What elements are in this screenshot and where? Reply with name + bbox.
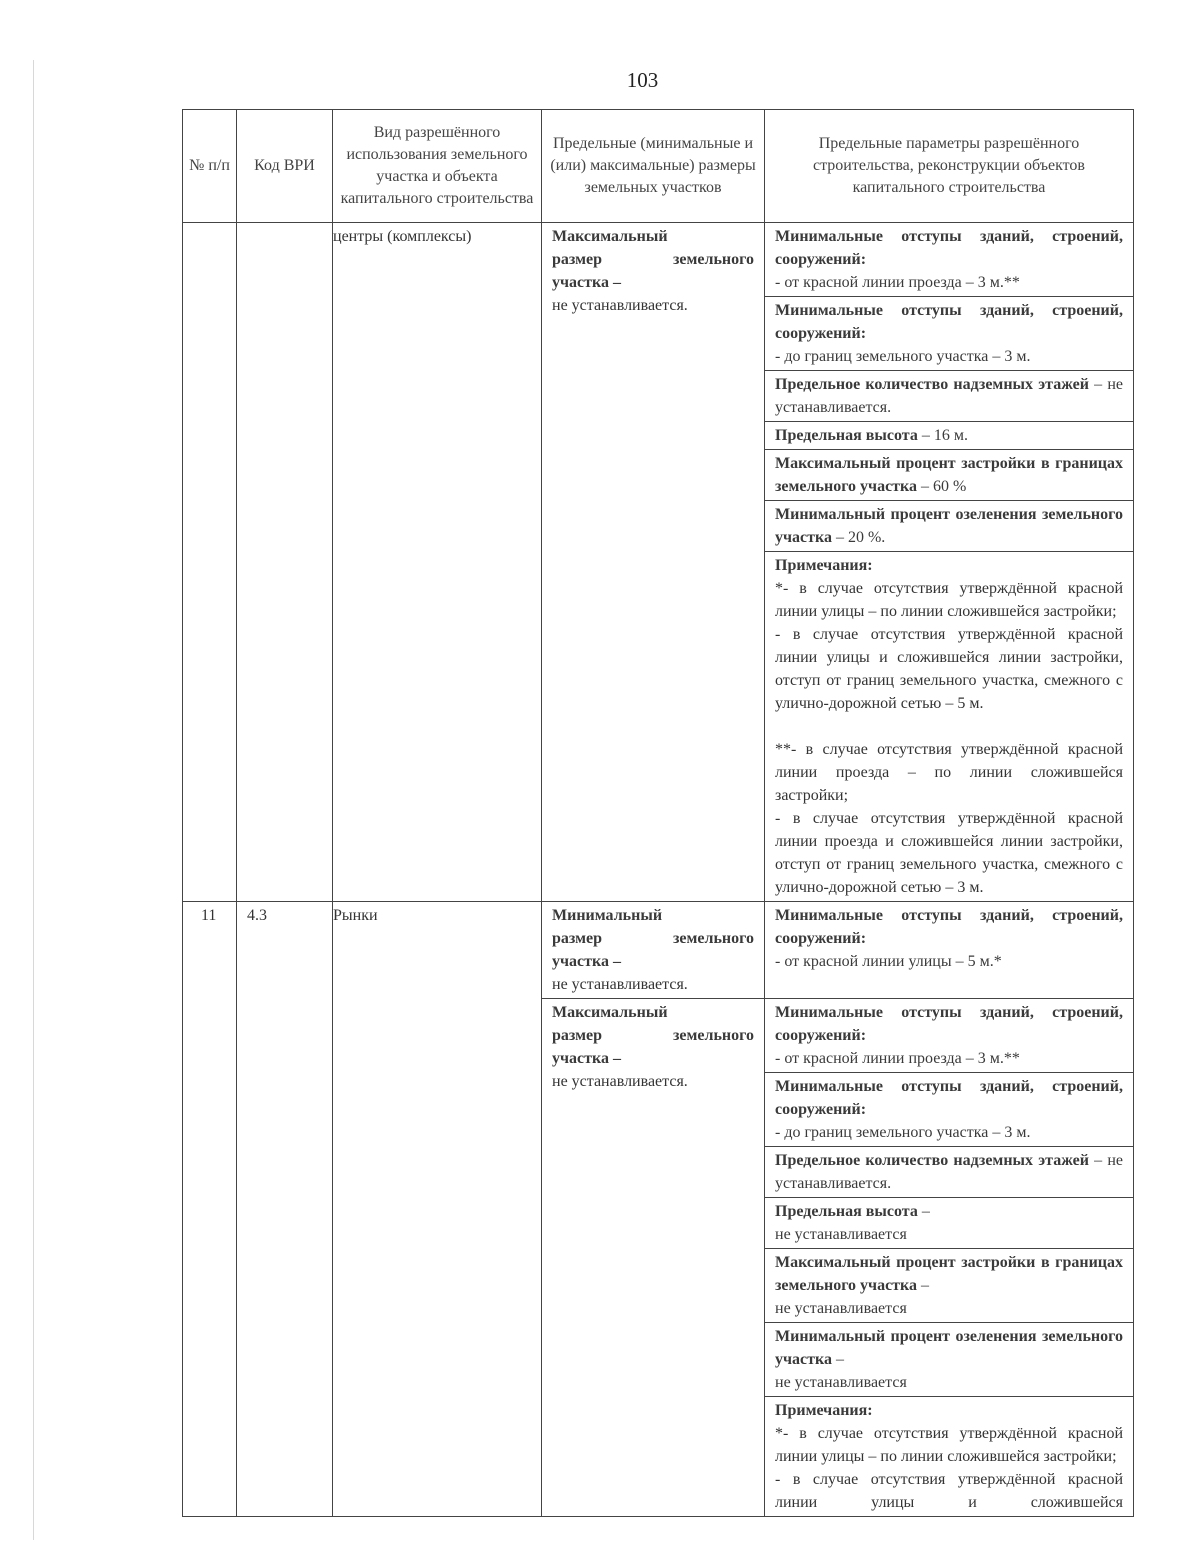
land-use-table bbox=[182, 109, 1134, 1517]
cell-params bbox=[765, 223, 1134, 902]
header-vri: Вид разрешённого использования земельного участка и объекта капитального строительства bbox=[333, 110, 542, 223]
page-margin-line bbox=[33, 60, 34, 1540]
param-item bbox=[765, 500, 1133, 551]
size-max-block bbox=[542, 999, 764, 1095]
cell-code bbox=[237, 223, 333, 902]
param-value: – bbox=[917, 1277, 930, 1294]
param-value: - до границ земельного участка – 3 м. bbox=[775, 1124, 1031, 1141]
cell-vri bbox=[333, 223, 542, 902]
note-line: *- в случае отсутствия утверждённой красной линии улицы – по линии сложившейся застройки; bbox=[775, 580, 1123, 620]
size-title: участка – bbox=[552, 274, 621, 291]
param-title: Минимальный процент озеленения земельного участка bbox=[775, 506, 1123, 546]
param-value: не устанавливается bbox=[775, 1300, 907, 1317]
param-value: – 60 % bbox=[917, 478, 967, 495]
vri-text: центры (комплексы) bbox=[333, 228, 472, 245]
param-value: не устанавливается bbox=[775, 1226, 907, 1243]
param-item bbox=[765, 1072, 1133, 1146]
size-value: не устанавливается. bbox=[552, 976, 688, 993]
param-value: - до границ земельного участка – 3 м. bbox=[775, 348, 1031, 365]
param-title: Минимальные отступы зданий, строений, сооружений: bbox=[775, 907, 1123, 947]
size-title: размер земельного bbox=[552, 251, 754, 268]
param-item bbox=[765, 1146, 1133, 1197]
param-value: – не устанавливается. bbox=[775, 376, 1123, 416]
cell-num bbox=[183, 902, 237, 1517]
size-title: размер земельного bbox=[552, 1027, 754, 1044]
row-number: 11 bbox=[201, 907, 217, 924]
header-params: Предельные параметры разрешённого строительства, реконструкции объектов капитального строительства bbox=[765, 110, 1134, 223]
size-max-block bbox=[542, 223, 764, 319]
cell-params bbox=[765, 999, 1134, 1517]
page-number: 103 bbox=[626, 68, 659, 92]
note-line: - в случае отсутствия утверждённой красной линии улицы и сложившейся bbox=[775, 1471, 1123, 1511]
header-size: Предельные (минимальные и (или) максимальные) размеры земельных участков bbox=[542, 110, 765, 223]
param-title: Максимальный процент застройки в границах земельного участка bbox=[775, 455, 1123, 495]
notes-title: Примечания: bbox=[775, 1402, 873, 1419]
param-item bbox=[765, 421, 1133, 449]
param-value: - от красной линии проезда – 3 м.** bbox=[775, 274, 1020, 291]
size-title: Максимальный bbox=[552, 1004, 668, 1021]
param-value: – bbox=[917, 1203, 930, 1220]
param-value: – 20 %. bbox=[831, 529, 886, 546]
params-list bbox=[765, 223, 1133, 551]
table-row-11 bbox=[183, 902, 1134, 999]
param-item bbox=[765, 1322, 1133, 1396]
param-title: Предельное количество надземных этажей bbox=[775, 376, 1089, 393]
param-title: Предельная высота bbox=[775, 1203, 918, 1220]
param-value: - от красной линии улицы – 5 м.* bbox=[775, 953, 1002, 970]
size-title: Минимальный bbox=[552, 907, 663, 924]
header-code: Код ВРИ bbox=[237, 110, 333, 223]
notes-block bbox=[765, 551, 1133, 901]
vri-text: Рынки bbox=[333, 907, 378, 924]
size-title: Максимальный bbox=[552, 228, 668, 245]
table-header-row bbox=[183, 110, 1134, 223]
header-num: № п/п bbox=[183, 110, 237, 223]
params-list bbox=[765, 999, 1133, 1396]
cell-size-min bbox=[542, 902, 765, 999]
param-title: Предельная высота bbox=[775, 427, 918, 444]
notes-block bbox=[765, 1396, 1133, 1516]
param-item bbox=[765, 1248, 1133, 1322]
cell-vri bbox=[333, 902, 542, 1517]
param-title: Предельное количество надземных этажей bbox=[775, 1152, 1089, 1169]
param-item bbox=[765, 370, 1133, 421]
param-title: Минимальные отступы зданий, строений, сооружений: bbox=[775, 228, 1123, 268]
param-item bbox=[765, 1197, 1133, 1248]
cell-params-top bbox=[765, 902, 1134, 999]
param-value: – 16 м. bbox=[917, 427, 968, 444]
note-line: **- в случае отсутствия утверждённой красной линии проезда – по линии сложившейся застройки; bbox=[775, 741, 1123, 804]
param-item bbox=[765, 223, 1133, 296]
param-title: Минимальные отступы зданий, строений, сооружений: bbox=[775, 1004, 1123, 1044]
note-line: - в случае отсутствия утверждённой красной линии улицы и сложившейся линии застройки, отступ от границ земельного участка, смежного с улично-дорожной сетью – 5 м. bbox=[775, 626, 1123, 712]
note-line: *- в случае отсутствия утверждённой красной линии улицы – по линии сложившейся застройки; bbox=[775, 1425, 1123, 1465]
size-min-block bbox=[542, 902, 764, 998]
cell-code bbox=[237, 902, 333, 1517]
param-value: - от красной линии проезда – 3 м.** bbox=[775, 1050, 1020, 1067]
param-title: Минимальные отступы зданий, строений, сооружений: bbox=[775, 1078, 1123, 1118]
size-title: участка – bbox=[552, 1050, 621, 1067]
cell-size bbox=[542, 223, 765, 902]
size-value: не устанавливается. bbox=[552, 1073, 688, 1090]
size-title: размер земельного bbox=[552, 930, 754, 947]
param-title: Минимальный процент озеленения земельного участка bbox=[775, 1328, 1123, 1368]
vri-code: 4.3 bbox=[247, 907, 267, 924]
param-title: Максимальный процент застройки в границах земельного участка bbox=[775, 1254, 1123, 1294]
param-item bbox=[765, 902, 1133, 975]
param-item bbox=[765, 999, 1133, 1072]
param-value: – не устанавливается. bbox=[775, 1152, 1123, 1192]
param-title: Минимальные отступы зданий, строений, сооружений: bbox=[775, 302, 1123, 342]
notes-title: Примечания: bbox=[775, 557, 873, 574]
size-value: не устанавливается. bbox=[552, 297, 688, 314]
params-list bbox=[765, 902, 1133, 975]
param-item bbox=[765, 449, 1133, 500]
cell-size-max bbox=[542, 999, 765, 1517]
size-title: участка – bbox=[552, 953, 621, 970]
param-item bbox=[765, 296, 1133, 370]
table-row-continued bbox=[183, 223, 1134, 902]
cell-num bbox=[183, 223, 237, 902]
param-value: – bbox=[831, 1351, 844, 1368]
param-value: не устанавливается bbox=[775, 1374, 907, 1391]
note-line: - в случае отсутствия утверждённой красной линии проезда и сложившейся линии застройки, отступ от границ земельного участка, смежного с улично-дорожной сетью – 3 м. bbox=[775, 810, 1123, 896]
